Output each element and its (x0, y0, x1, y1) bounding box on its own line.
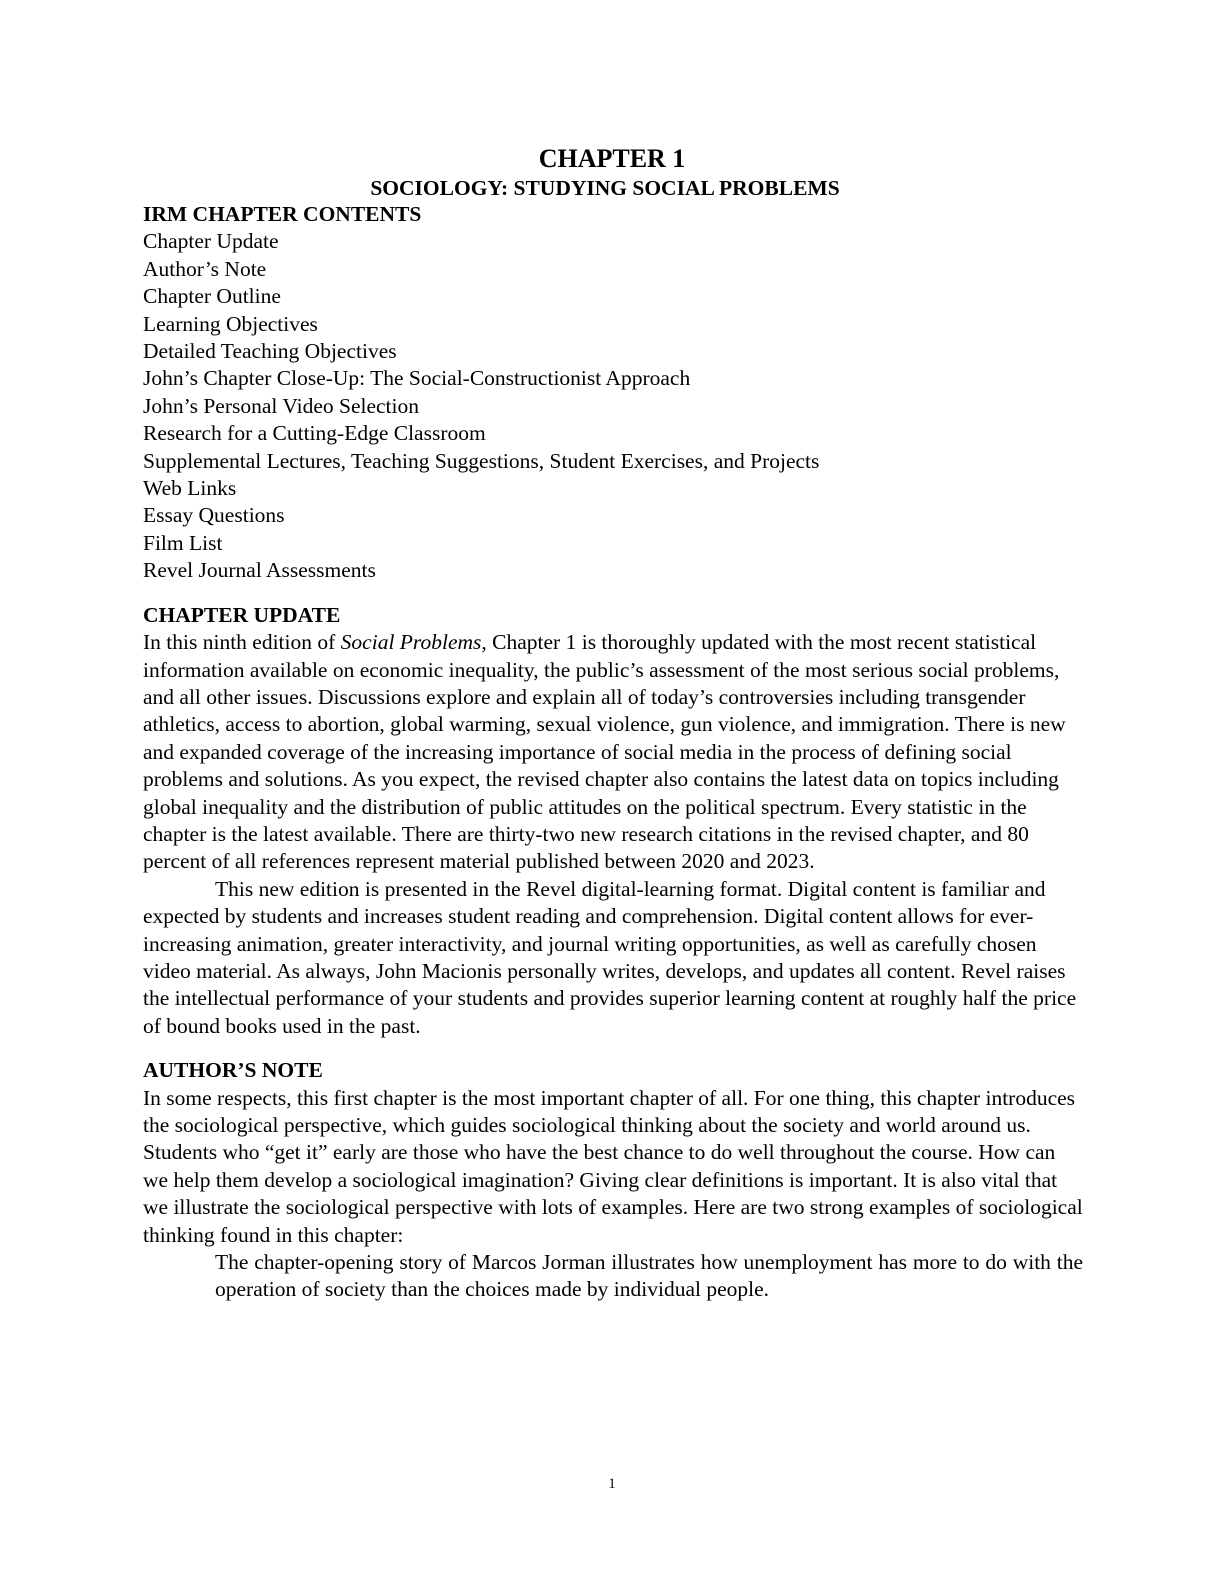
authors-note-section (143, 1057, 1083, 1304)
contents-item: John’s Chapter Close-Up: The Social-Constructionist Approach (143, 366, 691, 391)
contents-item: Supplemental Lectures, Teaching Suggestions, Student Exercises, and Projects (143, 448, 820, 473)
chapter-update-text-start: In this ninth edition of (143, 630, 341, 655)
book-title: Social Problems (340, 630, 482, 655)
list-item-text: The chapter-opening story of Marcos Jorman illustrates how unemployment has more to do with the operation of society than the choices made by individual people. (215, 1250, 1083, 1302)
list-item (215, 1249, 1083, 1304)
contents-item: Chapter Outline (143, 284, 281, 309)
contents-item: Research for a Cutting-Edge Classroom (143, 421, 486, 446)
contents-item: Film List (143, 530, 223, 555)
contents-item: Learning Objectives (143, 311, 318, 336)
revel-paragraph: This new edition is presented in the Revel digital-learning format. Digital content is familiar and expected by students and increases student reading and comprehension. Digital content allows for ever-increasing animation, greater interactivity, and journal writing opportunities, as well as carefully chosen video material. As always, John Macionis personally writes, develops, and updates all content. Revel raises the intellectual performance of your students and provides superior learning content at roughly half the price of bound books used in the past. (143, 876, 1077, 1038)
examples-list (143, 1249, 1083, 1304)
chapter-update-text-rest: , Chapter 1 is thoroughly updated with the most recent statistical information available on economic inequality, the public’s assessment of the most serious social problems, and all other issues. Discussions explore and explain all of today’s controversies including transgender athletics, access to abortion, global warming, sexual violence, gun violence, and immigration. There is new and expanded coverage of the increasing importance of social media in the process of defining social problems and solutions. As you expect, the revised chapter also contains the latest data on topics including global inequality and the distribution of public attitudes on the political spectrum. Every statistic in the chapter is the latest available. There are thirty-two new research citations in the revised chapter, and 80 percent of all references represent material published between 2020 and 2023. (143, 630, 1066, 874)
chapter-update-heading: CHAPTER UPDATE (143, 602, 341, 627)
contents-item: Chapter Update (143, 229, 279, 254)
contents-item: Essay Questions (143, 503, 285, 528)
chapter-title: CHAPTER 1 (538, 144, 686, 173)
contents-item: Revel Journal Assessments (143, 558, 376, 583)
chapter-update-section (143, 602, 1083, 1041)
document-body (143, 201, 1083, 1304)
contents-item: Web Links (143, 476, 237, 501)
page-number: 1 (608, 1476, 616, 1492)
contents-section (143, 201, 1083, 585)
contents-list (143, 228, 1083, 584)
chapter-subtitle: SOCIOLOGY: STUDYING SOCIAL PROBLEMS (370, 176, 840, 200)
authors-note-paragraph: In some respects, this first chapter is the most important chapter of all. For one thing, this chapter introduces the sociological perspective, which guides sociological thinking about the society and world around us. Students who “get it” early are those who have the best chance to do well throughout the course. How can we help them develop a sociological imagination? Giving clear definitions is important. It is also vital that we illustrate the sociological perspective with lots of examples. Here are two strong examples of sociological thinking found in this chapter: (143, 1085, 1083, 1247)
contents-heading: IRM CHAPTER CONTENTS (143, 202, 422, 226)
contents-item: John’s Personal Video Selection (143, 393, 419, 418)
authors-note-heading: AUTHOR’S NOTE (143, 1058, 323, 1083)
chapter-update-paragraph (143, 629, 1083, 876)
contents-item: Author’s Note (143, 256, 267, 281)
section-spacer (143, 585, 1083, 602)
contents-item: Detailed Teaching Objectives (143, 339, 397, 364)
section-spacer (143, 1040, 1083, 1057)
